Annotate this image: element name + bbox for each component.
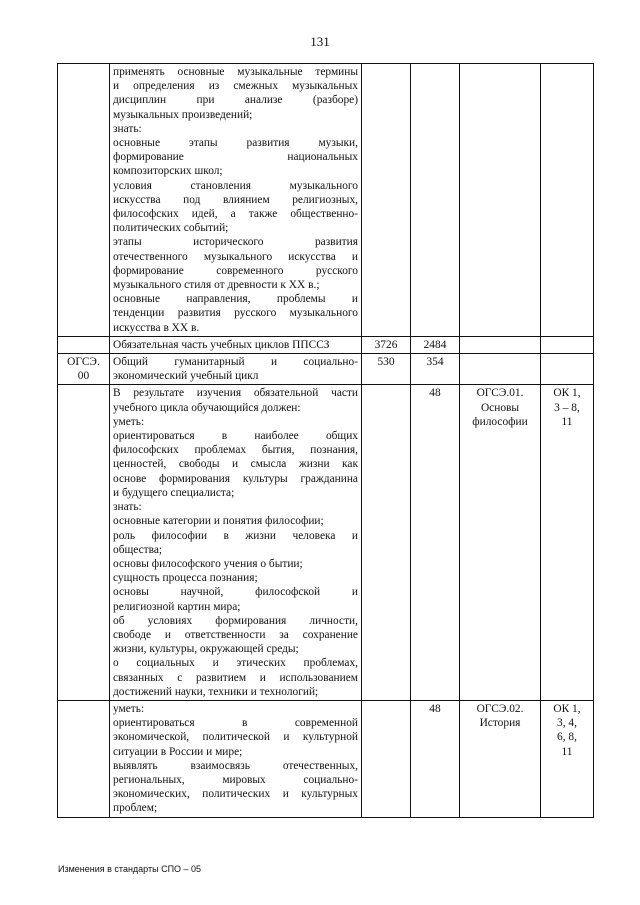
requirement-line: и будущего специалиста; (113, 486, 235, 499)
requirements-cell (110, 385, 362, 700)
requirement-line: В результате изучения обязательной части (113, 387, 358, 400)
requirements-cell (110, 354, 362, 385)
discipline-cell (460, 64, 541, 337)
requirement-line: отечественного музыкального искусства и (113, 250, 358, 263)
competencies-cell (541, 354, 594, 385)
requirement-line: учебного цикла обучающийся должен: (113, 401, 301, 414)
required-hours-cell: 48 (411, 385, 460, 700)
requirement-line: и определения из смежных музыкальных (113, 80, 358, 93)
requirement-line: музыкальных произведений; (113, 108, 253, 121)
requirement-line: условия становления музыкального (113, 179, 358, 192)
requirement-line: связанных с развитием и использованием (113, 671, 358, 684)
requirement-line: этапы исторического развития (113, 236, 358, 249)
footer-note: Изменения в стандарты СПО – 05 (58, 864, 202, 874)
requirement-line: основные направления, проблемы и (113, 293, 358, 306)
requirements-cell (110, 336, 362, 353)
page-number: 131 (310, 34, 330, 49)
requirement-line: сущность процесса познания; (113, 572, 258, 585)
competencies-cell: ОК 1, 3 – 8, 11 (541, 385, 594, 700)
requirement-line: политических событий; (113, 222, 229, 235)
requirement-line: искусства под влиянием религиозных, (113, 193, 358, 206)
max-load-cell: 3726 (362, 336, 411, 353)
requirement-line: роль философии в жизни человека и (113, 529, 358, 542)
requirement-line: религиозной картин мира; (113, 600, 241, 613)
requirement-line: знать: (113, 501, 142, 514)
required-hours-cell: 2484 (411, 336, 460, 353)
competencies-cell (541, 336, 594, 353)
requirement-line: уметь: (113, 415, 145, 428)
discipline-cell: ОГСЭ.01. Основы философии (460, 385, 541, 700)
requirement-line: ценностей, свободы и смысла жизни как (113, 458, 358, 471)
requirement-line: свободе и ответственности за сохранение (113, 628, 358, 641)
requirement-line: формирование современного русского (113, 264, 358, 277)
requirements-cell (110, 64, 362, 337)
competencies-cell: ОК 1, 3, 4, 6, 8, 11 (541, 700, 594, 817)
table-row (58, 700, 594, 817)
table-row (58, 354, 594, 385)
requirement-line: философских идей, а также общественно- (113, 208, 358, 221)
requirement-line: экономических, политических и культурных (113, 788, 358, 801)
required-hours-cell: 354 (411, 354, 460, 385)
requirement-line: применять основные музыкальные термины (113, 66, 358, 78)
max-load-cell (362, 700, 411, 817)
requirement-line: ситуации в России и мире; (113, 745, 243, 758)
requirement-line: формирование национальных (113, 151, 358, 164)
required-hours-cell: 48 (411, 700, 460, 817)
table-row (58, 385, 594, 700)
required-hours-cell (411, 64, 460, 337)
requirement-line: основе формирования культуры гражданина (113, 472, 358, 485)
requirement-line: уметь: (113, 702, 145, 715)
requirement-line: музыкального стиля от древности к XX в.; (113, 279, 320, 292)
requirement-line: ориентироваться в наиболее общих (113, 430, 358, 443)
requirement-line: достижений науки, техники и технологий; (113, 685, 319, 698)
competencies-cell (541, 64, 594, 337)
requirement-line: философских проблемах бытия, познания, (113, 444, 358, 457)
requirement-line: основы философского учения о бытии; (113, 557, 303, 570)
requirement-line: основные этапы развития музыки, (113, 137, 358, 150)
requirement-line: общества; (113, 543, 163, 556)
requirement-line: знать: (113, 122, 142, 135)
requirement-line: жизни, культуры, окружающей среды; (113, 643, 299, 656)
requirement-line: основы научной, философской и (113, 586, 358, 599)
requirement-line: дисциплин при анализе (разборе) (113, 94, 358, 107)
requirement-line: искусства в XX в. (113, 321, 200, 334)
requirement-line: экономический учебный цикл (113, 370, 259, 383)
cycle-code-cell: ОГСЭ. 00 (58, 354, 110, 385)
curriculum-table (57, 63, 594, 818)
requirement-line: региональных, мировых социально- (113, 773, 358, 786)
max-load-cell: 530 (362, 354, 411, 385)
requirement-line: о социальных и этических проблемах, (113, 657, 358, 670)
cycle-code-cell (58, 700, 110, 817)
discipline-cell (460, 354, 541, 385)
requirement-line: экономической, политической и культурной (113, 731, 358, 744)
cycle-code-cell (58, 336, 110, 353)
requirement-line: Обязательная часть учебных циклов ППССЗ (113, 338, 330, 351)
requirement-line: основные категории и понятия философии; (113, 515, 324, 528)
table-row (58, 336, 594, 353)
discipline-cell (460, 336, 541, 353)
max-load-cell (362, 64, 411, 337)
requirement-line: тенденции развития русского музыкального (113, 307, 358, 320)
requirement-line: об условиях формирования личности, (113, 614, 358, 627)
requirement-line: композиторских школ; (113, 165, 223, 178)
requirements-cell (110, 700, 362, 817)
discipline-cell: ОГСЭ.02. История (460, 700, 541, 817)
max-load-cell (362, 385, 411, 700)
requirement-line: выявлять взаимосвязь отечественных, (113, 759, 358, 772)
cycle-code-cell (58, 64, 110, 337)
requirement-line: ориентироваться в современной (113, 717, 358, 730)
table-row (58, 64, 594, 337)
requirement-line: проблем; (113, 802, 158, 815)
cycle-code-cell (58, 385, 110, 700)
requirement-line: Общий гуманитарный и социально- (113, 356, 358, 369)
